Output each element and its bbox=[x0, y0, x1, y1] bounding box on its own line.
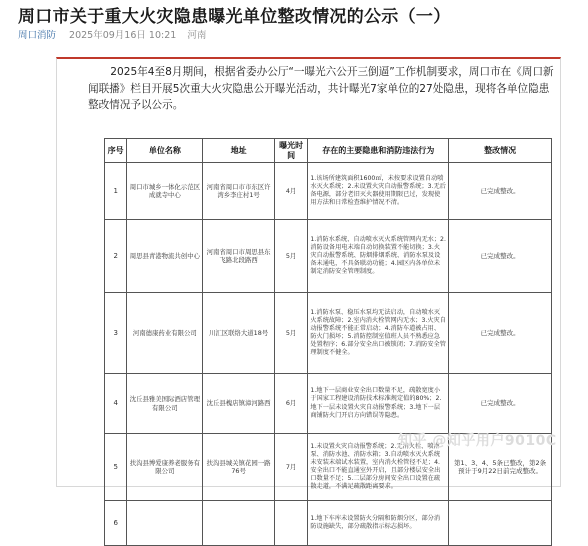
table-row bbox=[105, 163, 552, 220]
col-header-status: 整改情况 bbox=[449, 139, 552, 163]
intro-paragraph bbox=[88, 64, 558, 114]
article-meta bbox=[18, 27, 214, 41]
zhihu-watermark: 知乎 @知乎用户9010C bbox=[398, 433, 557, 449]
cell-status: 第1、3、4、5条已整改，第2条预计于9月22日前完成整改。 bbox=[449, 434, 552, 501]
cell-status: 已完成整改。 bbox=[449, 374, 552, 434]
table-row bbox=[105, 293, 552, 374]
region-label: 河南 bbox=[187, 30, 207, 41]
cell-address bbox=[203, 501, 275, 546]
table-row bbox=[105, 374, 552, 434]
cell-address: 河南省周口市市东区许湾乡李庄村1号 bbox=[203, 163, 275, 220]
cell-seq: 3 bbox=[105, 293, 127, 374]
cell-name: 周思县青港物流共创中心 bbox=[127, 220, 203, 293]
cell-time: 5月 bbox=[274, 220, 308, 293]
cell-status: 已完成整改。 bbox=[449, 293, 552, 374]
cell-issues: 1.地下车库未设置防火分隔和防烟分区，部分消防设施缺失，部分疏散指示标志损坏。 bbox=[308, 501, 449, 546]
cell-seq: 5 bbox=[105, 434, 127, 501]
col-header-address: 地址 bbox=[203, 139, 275, 163]
cell-issues: 1.消防水系统、自动喷水灭火系统管网内无水；2.消防设备用电末端自动切换装置不能切换；3.火灾自动报警系统、防烟排烟系统、消防水泵及设备未通电，不具备联动功能；4.园区内各单位未制定消防安全管理制度。 bbox=[308, 220, 449, 293]
table-row bbox=[105, 220, 552, 293]
cell-issues: 1.未设置火灾自动报警系统；2.无消火栓、喷淋泵、消防水池、消防水箱；3.自动喷水灭火系统未安装末端试水装置，室内消火栓管径不足；4.安全出口不能直通室外开启，且部分楼层安全出口数量不足；5.二层部分房间安全出口设置在疏散走道，不满足疏散距离要求。 bbox=[308, 434, 449, 501]
cell-issues: 1.该场所建筑面积1600㎡，未按要求设置自动喷水灭火系统；2.未设置火灾自动报警系统；3.无后备电源，部分老旧灭火器使用期限已过，发现使用方法和日常检查维护情况不清。 bbox=[308, 163, 449, 220]
cell-status bbox=[449, 501, 552, 546]
cell-seq: 6 bbox=[105, 501, 127, 546]
source-link[interactable]: 周口消防 bbox=[18, 30, 57, 41]
cell-seq: 2 bbox=[105, 220, 127, 293]
col-header-issues: 存在的主要隐患和消防违法行为 bbox=[308, 139, 449, 163]
cell-seq: 4 bbox=[105, 374, 127, 434]
cell-time: 4月 bbox=[274, 163, 308, 220]
cell-status: 已完成整改。 bbox=[449, 163, 552, 220]
cell-name: 周口市城乡一体化示范区成就寺中心 bbox=[127, 163, 203, 220]
cell-name: 扶沟县博爱康养老服务有限公司 bbox=[127, 434, 203, 501]
rectification-table bbox=[104, 138, 552, 546]
col-header-time: 曝光时间 bbox=[274, 139, 308, 163]
table-row bbox=[105, 501, 552, 546]
col-header-name: 单位名称 bbox=[127, 139, 203, 163]
cell-issues: 1.地下一层商业安全出口数量不足，疏散宽度小于国家工程建设消防技术标准规定值的80%；2.地下一层未设置火灾自动报警系统；3.地下一层商铺防火门开启方向错误等隐患。 bbox=[308, 374, 449, 434]
cell-time bbox=[274, 501, 308, 546]
cell-seq: 1 bbox=[105, 163, 127, 220]
cell-time: 6月 bbox=[274, 374, 308, 434]
cell-name: 河南德康药业有限公司 bbox=[127, 293, 203, 374]
intro-text: 2025年4至8月期间，根据省委办公厅“一曝光六公开三倒逼”工作机制要求，周口市在《周口新闻联播》栏目开展5次重大火灾隐患公开曝光活动，共计曝光7家单位的27处隐患，现将各单位隐患整改情况予以公示。 bbox=[88, 66, 554, 111]
cell-address: 河南省周口市周思县东飞路北段路西 bbox=[203, 220, 275, 293]
col-header-seq: 序号 bbox=[105, 139, 127, 163]
article-title: 周口市关于重大火灾隐患曝光单位整改情况的公示（一） bbox=[18, 7, 451, 27]
cell-time: 7月 bbox=[274, 434, 308, 501]
cell-name: 沈丘县雅美国际酒店管理有限公司 bbox=[127, 374, 203, 434]
cell-name bbox=[127, 501, 203, 546]
cell-time: 5月 bbox=[274, 293, 308, 374]
table-header-row bbox=[105, 139, 552, 163]
cell-issues: 1.消防水泵、稳压水泵均无法启动，自动喷水灭火系统故障；2.室内消火栓管网内无水；3.火灾自动报警系统不能正常启动；4.消防车道被占用、防火门损坏；5.消防控制室值班人员不熟悉应急处置程序；6.部分安全出口被锁闭；7.消防安全管理制度不健全。 bbox=[308, 293, 449, 374]
cell-status: 已完成整改。 bbox=[449, 220, 552, 293]
cell-address: 扶沟县城关镇花园一路76号 bbox=[203, 434, 275, 501]
publish-date: 2025年09月16日 10:21 bbox=[69, 30, 177, 41]
cell-address: 沈丘县槐店镇漳河路西 bbox=[203, 374, 275, 434]
cell-address: 川汇区联络大道18号 bbox=[203, 293, 275, 374]
